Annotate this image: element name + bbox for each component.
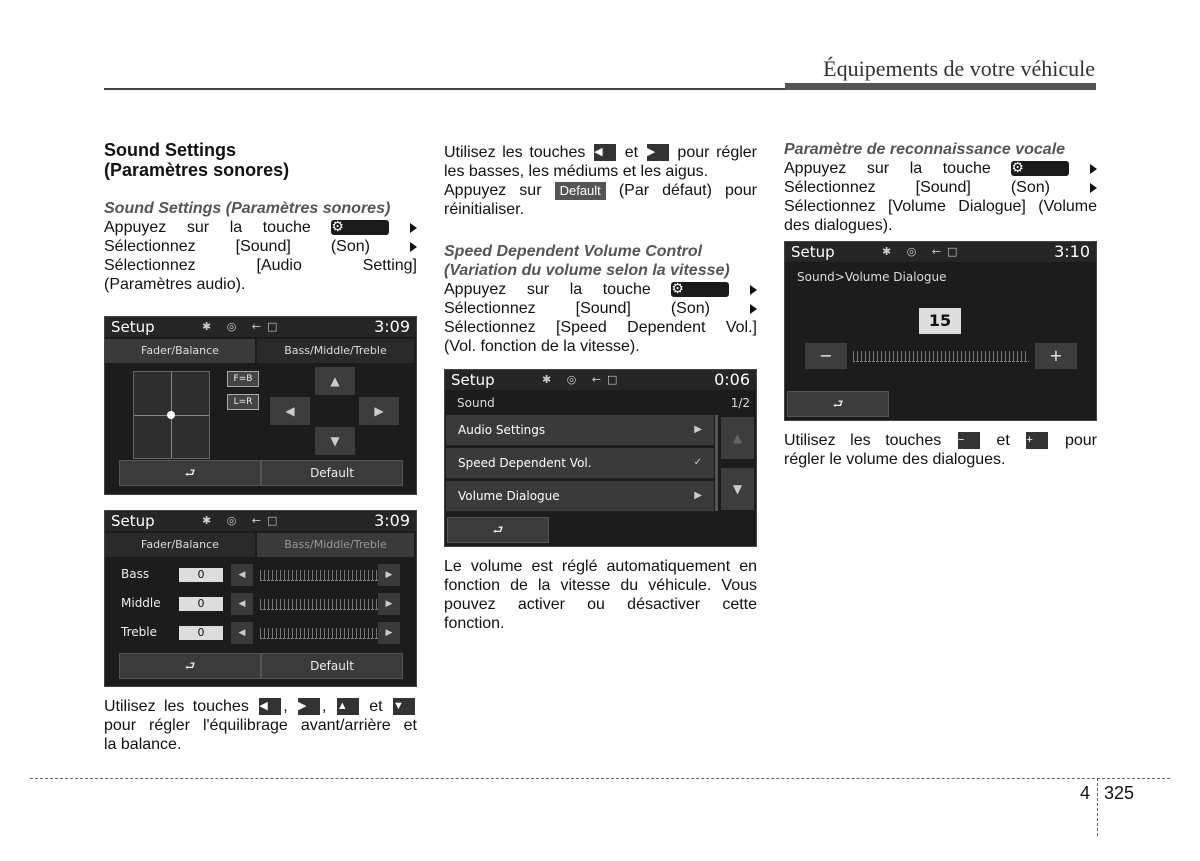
page-header: [0, 0, 1200, 95]
screen-caption: Utilisez les touches ◀ , ▶ , ▲ et ▼ pour régler l'équilibrage avant/arrière et la balance.: [104, 698, 417, 753]
tab-bass-middle-treble[interactable]: Bass/Middle/Treble: [257, 339, 414, 363]
screen-status-bar: [785, 242, 1096, 262]
header-title: Équipements de votre véhicule: [823, 56, 1095, 81]
bass-value: 0: [179, 568, 223, 582]
chapter-number: 4: [1080, 783, 1091, 803]
fader-up-button[interactable]: ▲: [315, 367, 355, 395]
tab-bar: [105, 339, 416, 363]
speed-volume-description: Le volume est réglé automatiquement en fonction de la vitesse du véhicule. Vous pouvez activer ou désactiver cette fonction.: [444, 558, 757, 632]
middle-increase-button[interactable]: ▶: [378, 593, 400, 615]
header-rule-accent: [785, 83, 1096, 90]
treble-increase-button[interactable]: ▶: [378, 622, 400, 644]
column-3: Paramètre de reconnaissance vocale Appuyez sur la touche ⚙ Sélectionnez [Sound] (Son) Sélectionnez [Volume Dialogue] (Volume des dialogues).: [784, 141, 1097, 234]
footer-rule: [30, 778, 1170, 779]
row-label-treble: Treble: [121, 625, 157, 639]
instruction-line: Sélectionnez [Sound] (Son): [104, 237, 417, 256]
breadcrumb: Sound>Volume Dialogue: [797, 270, 947, 284]
balance-right-button[interactable]: ▶: [359, 397, 399, 425]
default-key-icon: Default: [555, 182, 606, 200]
column-2: Utilisez les touches ◀ et ▶ pour régler les basses, les médiums et les aigus. Appuyez sur Default (Par défaut) pour réinitialiser. Speed Dependent Volume Control (Variation du volume selon la vitesse) Appuyez sur la touche ⚙ Sélectionnez [Sound] (Son) Sélectionnez [Speed Dependent Vol.] (Vol. fonction de la vitesse).: [444, 144, 758, 355]
fader-down-button[interactable]: ▼: [315, 427, 355, 455]
right-key-icon: ▶: [298, 698, 320, 715]
plus-key-icon: +: [1026, 432, 1048, 449]
arrow-icon: [750, 285, 757, 295]
screen-volume-dialogue: [784, 241, 1097, 421]
clock: 3:09: [374, 317, 410, 336]
row-label-bass: Bass: [121, 567, 150, 581]
status-icons: ✱ ◎ ←□: [542, 373, 624, 386]
bass-decrease-button[interactable]: ◀: [231, 564, 253, 586]
tab-bass-middle-treble[interactable]: Bass/Middle/Treble: [257, 533, 414, 557]
instruction-line: (Paramètres audio).: [104, 276, 246, 293]
tab-fader-balance[interactable]: Fader/Balance: [105, 533, 255, 557]
check-icon: ✓: [693, 457, 702, 468]
minus-key-icon: −: [958, 432, 980, 449]
clock: 0:06: [714, 370, 750, 389]
status-icons: ✱ ◎ ←□: [202, 514, 284, 527]
volume-increase-button[interactable]: +: [1035, 343, 1077, 369]
setup-key-icon: ⚙: [1011, 161, 1069, 176]
arrow-icon: [750, 304, 757, 314]
column-1: [104, 140, 417, 294]
middle-slider[interactable]: [260, 599, 378, 610]
subheading: Sound Settings (Paramètres sonores): [104, 200, 391, 217]
left-key-icon: ◀: [259, 698, 281, 715]
status-icons: ✱ ◎ ←□: [882, 245, 964, 258]
scrollbar[interactable]: [715, 415, 718, 511]
screen-sound-menu: [444, 369, 757, 547]
middle-decrease-button[interactable]: ◀: [231, 593, 253, 615]
down-key-icon: ▼: [393, 698, 415, 715]
default-button[interactable]: Default: [261, 460, 403, 486]
subheading: Speed Dependent Volume Control: [444, 243, 703, 260]
screen-title: Setup: [451, 371, 495, 389]
volume-dialogue-caption: Utilisez les touches − et + pour régler le volume des dialogues.: [784, 432, 1097, 468]
volume-slider[interactable]: [853, 351, 1029, 362]
arrow-icon: [410, 242, 417, 252]
screen-status-bar: [105, 511, 416, 531]
back-button[interactable]: ⮐: [787, 391, 889, 417]
footer-divider: [1097, 778, 1098, 836]
back-button[interactable]: ⮐: [447, 517, 549, 543]
treble-slider[interactable]: [260, 628, 378, 639]
clock: 3:09: [374, 511, 410, 530]
arrow-icon: [1090, 183, 1097, 193]
menu-item-audio-settings[interactable]: Audio Settings ▶: [446, 415, 714, 446]
menu-item-volume-dialogue[interactable]: Volume Dialogue ▶: [446, 481, 714, 512]
menu-item-speed-dependent-vol[interactable]: Speed Dependent Vol. ✓: [446, 448, 714, 479]
volume-decrease-button[interactable]: −: [805, 343, 847, 369]
up-key-icon: ▲: [337, 698, 359, 715]
fader-reset-tag[interactable]: F=B: [227, 371, 259, 387]
page-number: 325: [1104, 783, 1135, 803]
balance-reset-tag[interactable]: L=R: [227, 394, 259, 410]
status-icons: ✱ ◎ ←□: [202, 320, 284, 333]
screen-status-bar: [105, 317, 416, 337]
arrow-icon: [410, 223, 417, 233]
screen-status-bar: [445, 370, 756, 390]
back-button[interactable]: ⮐: [119, 653, 261, 679]
setup-key-icon: ⚙: [671, 282, 729, 297]
balance-left-button[interactable]: ◀: [270, 397, 310, 425]
left-key-icon: ◀: [594, 144, 616, 161]
setup-key-icon: ⚙: [331, 220, 389, 235]
bass-slider[interactable]: [260, 570, 378, 581]
screen-title: Setup: [791, 243, 835, 261]
scroll-down-button[interactable]: ▼: [721, 468, 754, 510]
volume-value: 15: [919, 308, 961, 334]
page-indicator: 1/2: [730, 396, 750, 410]
tab-fader-balance[interactable]: Fader/Balance: [105, 339, 255, 363]
balance-point[interactable]: [167, 411, 175, 419]
tab-bar: [105, 533, 416, 557]
breadcrumb: Sound: [457, 396, 495, 410]
arrow-icon: [1090, 164, 1097, 174]
section-heading-fr: (Paramètres sonores): [104, 160, 290, 180]
row-label-middle: Middle: [121, 596, 161, 610]
middle-value: 0: [179, 597, 223, 611]
screen-title: Setup: [111, 318, 155, 336]
seat-balance-grid[interactable]: [133, 371, 210, 459]
subheading: (Variation du volume selon la vitesse): [444, 262, 730, 279]
default-button[interactable]: Default: [261, 653, 403, 679]
back-button[interactable]: ⮐: [119, 460, 261, 486]
clock: 3:10: [1054, 242, 1090, 261]
bass-increase-button[interactable]: ▶: [378, 564, 400, 586]
right-key-icon: ▶: [647, 144, 669, 161]
screen-bass-middle-treble: [104, 510, 417, 687]
section-heading: Sound Settings: [104, 140, 236, 160]
instruction-line: Appuyez sur la touche ⚙: [104, 218, 417, 237]
scroll-up-button[interactable]: ▲: [721, 417, 754, 459]
instruction-line: Sélectionnez [Audio Setting]: [104, 257, 417, 274]
treble-decrease-button[interactable]: ◀: [231, 622, 253, 644]
screen-fader-balance: [104, 316, 417, 495]
screen-title: Setup: [111, 512, 155, 530]
treble-value: 0: [179, 626, 223, 640]
subheading: Paramètre de reconnaissance vocale: [784, 141, 1066, 158]
